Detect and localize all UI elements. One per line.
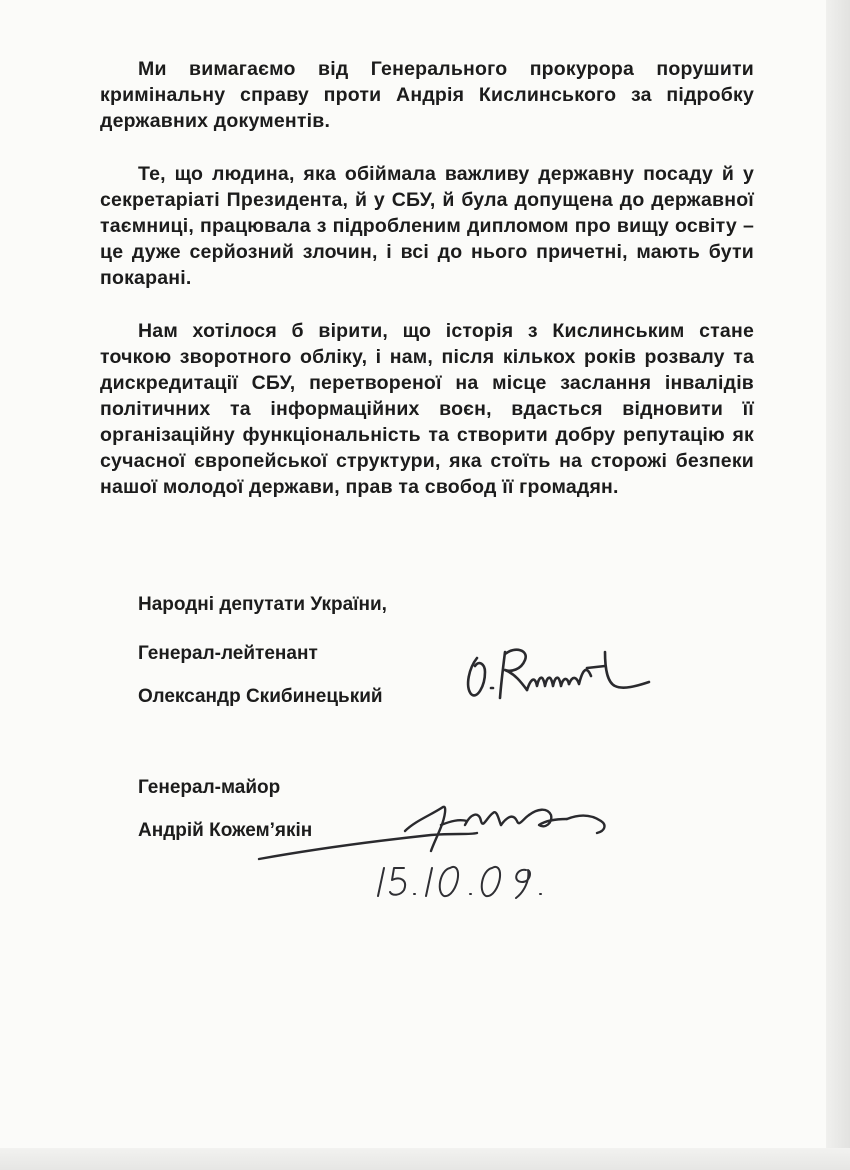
paper-right-edge <box>826 0 850 1170</box>
paper-bottom-edge <box>0 1148 850 1170</box>
handwritten-date <box>370 862 560 902</box>
letter-body <box>100 56 754 527</box>
paragraph-hope: Нам хотілося б вірити, що історія з Кислинським стане точкою зворотного обліку, і нам, після кількох років розвалу та дискредитації СБУ, перетвореної на місце заслання інвалідів політичних та інформаційних воєн, вдасться відновити її організаційну функціональність та створити добру репутацію як сучасної європейської структури, яка стоїть на сторожі безпеки нашої молодої держави, прав та свобод її громадян. <box>100 320 754 498</box>
first-signatory-rank: Генерал-лейтенант <box>138 643 318 664</box>
signatories-title: Народні депутати України, <box>138 594 387 615</box>
paragraph-crime: Те, що людина, яка обіймала важливу державну посаду й у секретаріаті Президента, й у СБУ, й була допущена до державної таємниці, працювала з підробленим дипломом про вищу освіту – це дуже серйозний злочин, і всі до нього причетні, мають бути покарані. <box>100 163 754 289</box>
paragraph-demand: Ми вимагаємо від Генерального прокурора порушити кримінальну справу проти Андрія Кислинського за підробку державних документів. <box>100 58 754 132</box>
second-signatory-rank: Генерал-майор <box>138 777 281 798</box>
first-signatory-name: Олександр Скибинецький <box>138 686 383 707</box>
second-signatory-name: Андрій Кожем’якін <box>138 820 313 841</box>
first-signature-image <box>455 638 660 710</box>
